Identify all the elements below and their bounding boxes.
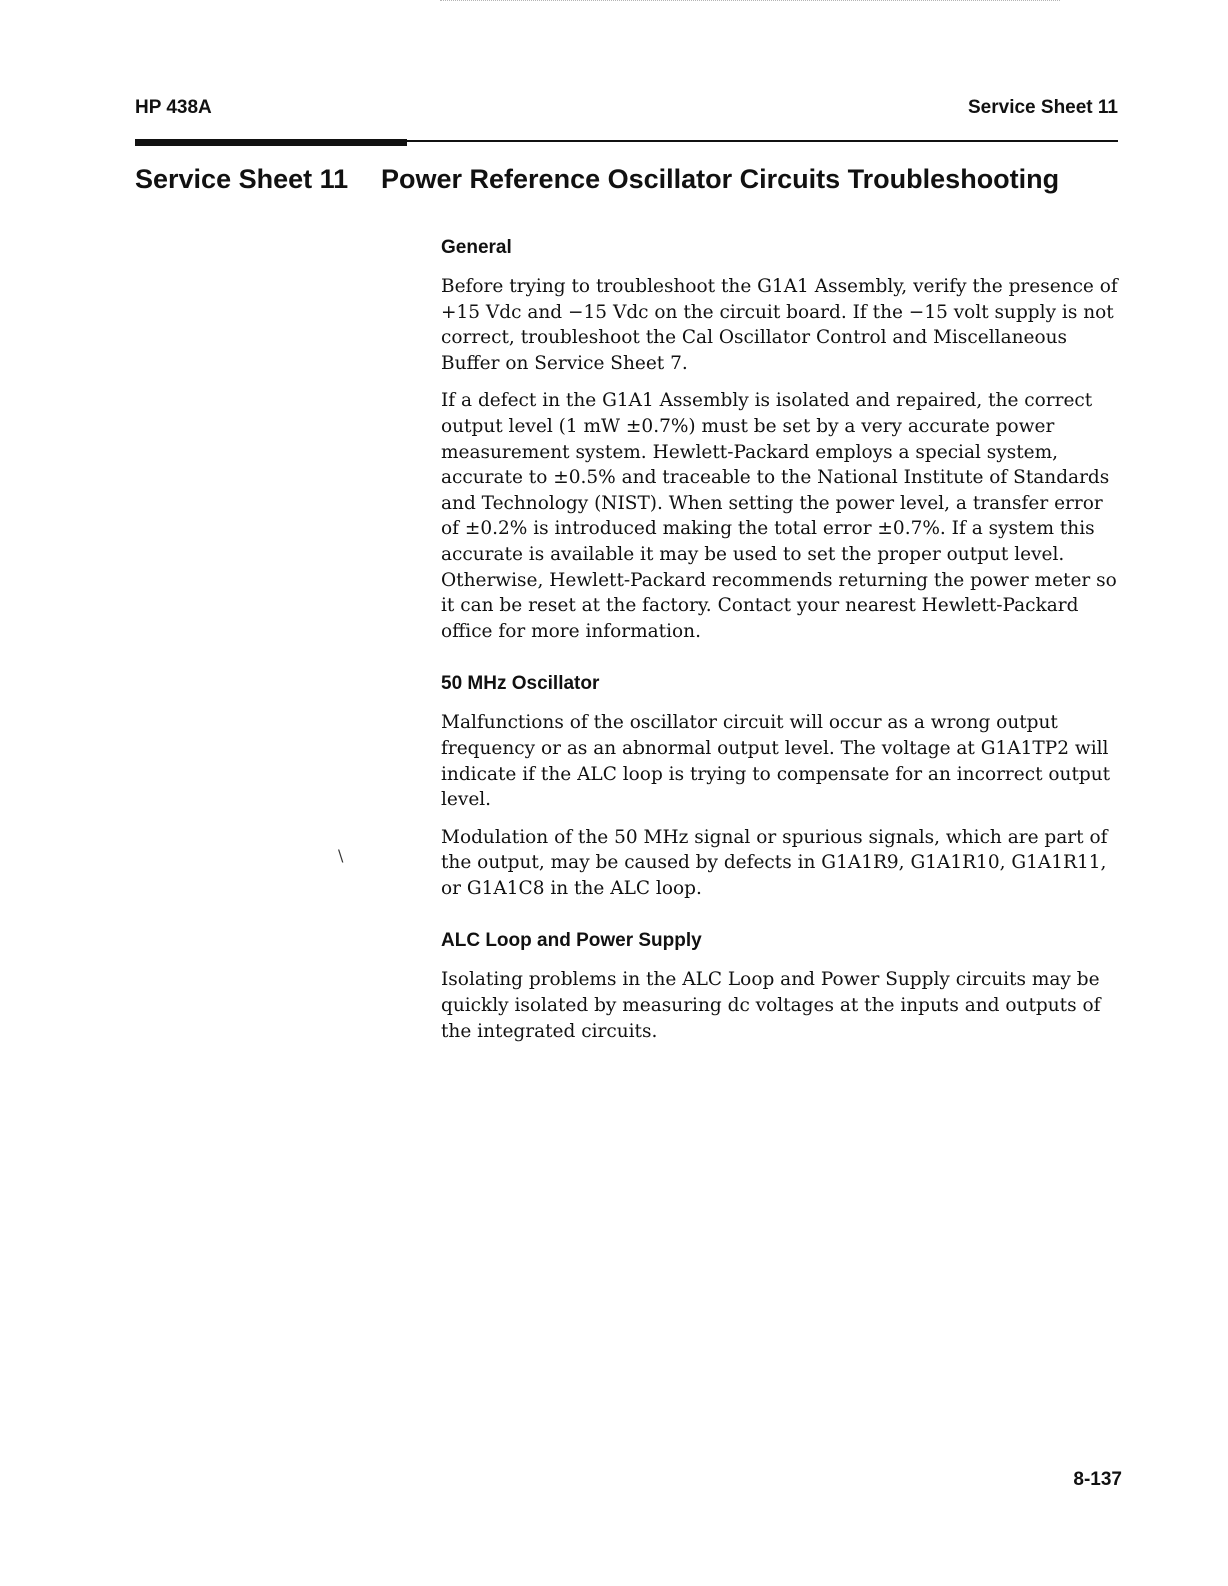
section-heading: General — [441, 237, 512, 258]
page-title — [135, 161, 1059, 197]
section-heading: 50 MHz Oscillator — [441, 673, 600, 695]
paragraph: Malfunctions of the oscillator circuit will occur as a wrong output frequency or as an abnormal output level. The voltage at G1A1TP2 will indicate if the ALC loop is trying to compensate for an incorrect output level. — [441, 712, 1111, 811]
section-heading: ALC Loop and Power Supply — [441, 930, 702, 952]
scan-artifact-mark: \ — [338, 846, 344, 865]
running-head-product: HP 438A — [135, 97, 212, 118]
paragraph: Before trying to troubleshoot the G1A1 Assembly, verify the presence of +15 Vdc and −15 Vdc on the circuit board. If the −15 volt supply is not correct, troubleshoot the Cal Oscillator Control and Miscellaneous Buffer on Service Sheet 7. — [441, 276, 1118, 374]
page-number: 8-137 — [1073, 1469, 1122, 1490]
section-50mhz-oscillator — [441, 670, 1121, 901]
paragraph: If a defect in the G1A1 Assembly is isolated and repaired, the correct output level (1 mW ±0.7%) must be set by a very accurate power measurement system. Hewlett-Packard employs a special system, accurate to ±0.5% and traceable to the National Institute of Standards and Technology (NIST). When setting the power level, a transfer error of ±0.2% is introduced making the total error ±0.7%. If a system this accurate is available it may be used to set the proper output level. Otherwise, Hewlett-Packard recommends returning the power meter so it can be reset at the factory. Contact your nearest Hewlett-Packard office for more information. — [441, 390, 1117, 642]
page-title-sheet: Service Sheet 11 — [135, 164, 349, 194]
page-title-text: Power Reference Oscillator Circuits Troubleshooting — [381, 164, 1060, 194]
paragraph: Isolating problems in the ALC Loop and Power Supply circuits may be quickly isolated by measuring dc voltages at the inputs and outputs of the integrated circuits. — [441, 969, 1101, 1042]
section-general — [441, 234, 1121, 644]
section-alc-loop — [441, 927, 1121, 1044]
running-head-section: Service Sheet 11 — [968, 97, 1118, 118]
header-rule-tab — [135, 139, 407, 146]
paragraph: Modulation of the 50 MHz signal or spurious signals, which are part of the output, may be caused by defects in G1A1R9, G1A1R10, G1A1R11, or G1A1C8 in the ALC loop. — [441, 826, 1108, 899]
body-content — [441, 234, 1121, 1056]
scan-speckle — [440, 0, 1060, 4]
